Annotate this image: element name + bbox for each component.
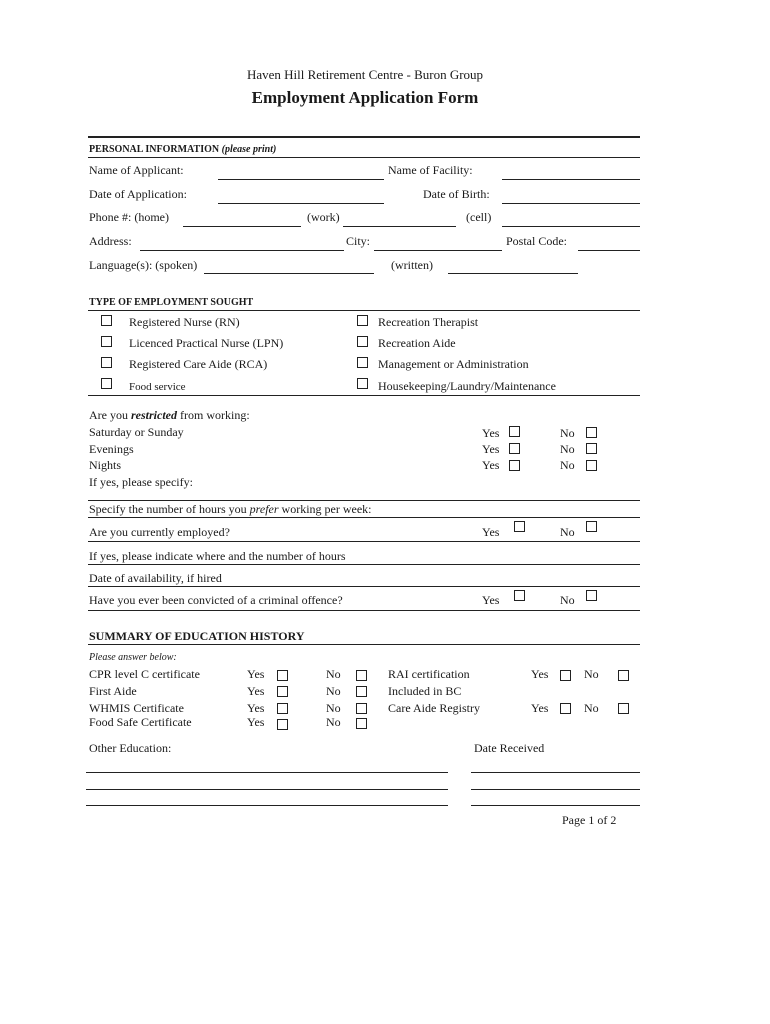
answer-below-note: Please answer below: [89,652,177,663]
other-education-field-3[interactable] [86,805,448,806]
yes-label: Yes [482,525,500,539]
bc-registry-label-line1: Included in BC [388,684,462,698]
cpr-yes-checkbox[interactable] [277,670,288,681]
application-date-field[interactable] [218,203,384,204]
form-title: Employment Application Form [251,88,479,107]
rca-checkbox[interactable] [101,357,112,368]
saturday-no-checkbox[interactable] [586,427,597,438]
availability-date-label: Date of availability, if hired [89,571,222,585]
section-divider [88,644,640,645]
restriction-specify-label: If yes, please specify: [89,475,193,489]
applicant-name-field[interactable] [218,179,384,180]
section-divider [88,541,640,542]
first-aide-label: First Aide [89,684,137,698]
housekeeping-checkbox[interactable] [357,378,368,389]
rn-checkbox[interactable] [101,315,112,326]
rca-label: Registered Care Aide (RCA) [129,357,268,371]
employed-no-checkbox[interactable] [586,521,597,532]
section-divider [88,157,640,158]
city-field[interactable] [374,250,502,251]
education-heading: SUMMARY OF EDUCATION HISTORY [89,629,305,643]
first-aide-no-checkbox[interactable] [356,686,367,697]
yes-label: Yes [247,701,265,715]
whmis-yes-checkbox[interactable] [277,703,288,714]
home-phone-label: Phone #: (home) [89,210,169,224]
rai-no-checkbox[interactable] [618,670,629,681]
cpr-no-checkbox[interactable] [356,670,367,681]
no-label: No [560,458,575,472]
criminal-offence-label: Have you ever been convicted of a criminal offence? [89,593,343,607]
management-checkbox[interactable] [357,357,368,368]
yes-label: Yes [482,458,500,472]
food-safe-no-checkbox[interactable] [356,718,367,729]
currently-employed-label: Are you currently employed? [89,525,230,539]
first-aide-yes-checkbox[interactable] [277,686,288,697]
lpn-label: Licenced Practical Nurse (LPN) [129,336,284,350]
date-received-field-2[interactable] [471,789,640,790]
nights-yes-checkbox[interactable] [509,460,520,471]
no-label: No [560,593,575,607]
work-phone-label: (work) [307,210,340,224]
recreation-aide-label: Recreation Aide [378,336,456,350]
facility-name-field[interactable] [502,179,640,180]
section-divider [88,395,640,396]
housekeeping-label: Housekeeping/Laundry/Maintenance [378,379,556,393]
food-service-checkbox[interactable] [101,378,112,389]
whmis-label: WHMIS Certificate [89,701,184,715]
lpn-checkbox[interactable] [101,336,112,347]
address-field[interactable] [140,250,344,251]
yes-label: Yes [482,426,500,440]
home-phone-field[interactable] [183,226,301,227]
facility-name-label: Name of Facility: [388,163,473,177]
no-label: No [326,701,341,715]
yes-label: Yes [247,667,265,681]
postal-code-label: Postal Code: [506,234,568,248]
section-divider [88,610,640,611]
rn-label: Registered Nurse (RN) [129,315,240,329]
yes-label: Yes [247,715,265,729]
section-divider [88,310,640,311]
employment-details-label: If yes, please indicate where and the number of hours [89,549,346,563]
recreation-therapist-checkbox[interactable] [357,315,368,326]
yes-label: Yes [531,667,549,681]
evenings-yes-checkbox[interactable] [509,443,520,454]
please-print-note: (please print) [221,144,277,155]
date-received-label: Date Received [474,741,545,755]
no-label: No [326,684,341,698]
spoken-language-label: Language(s): (spoken) [89,258,198,272]
spoken-language-field[interactable] [204,273,374,274]
section-divider [88,500,640,501]
personal-info-heading: PERSONAL INFORMATION (please print) [89,144,277,155]
evenings-label: Evenings [89,442,134,456]
applicant-name-label: Name of Applicant: [89,163,184,177]
whmis-no-checkbox[interactable] [356,703,367,714]
no-label: No [560,426,575,440]
yes-label: Yes [482,442,500,456]
preferred-hours-field[interactable] [88,517,640,518]
no-label: No [560,442,575,456]
no-label: No [560,525,575,539]
section-divider [88,136,640,138]
rai-certification-label: RAI certification [388,667,470,681]
cell-phone-field[interactable] [502,226,640,227]
recreation-aide-checkbox[interactable] [357,336,368,347]
written-language-label: (written) [391,258,433,272]
saturday-yes-checkbox[interactable] [509,426,520,437]
nights-label: Nights [89,458,122,472]
food-service-label: Food service [129,381,186,393]
cell-phone-label: (cell) [466,210,492,224]
postal-code-field[interactable] [578,250,640,251]
food-safe-label: Food Safe Certificate [89,715,192,729]
evenings-no-checkbox[interactable] [586,443,597,454]
birth-date-field[interactable] [502,203,640,204]
page-number: Page 1 of 2 [562,813,617,827]
availability-date-field[interactable] [88,586,640,587]
no-label: No [326,667,341,681]
other-education-field-2[interactable] [86,789,448,790]
other-education-field-1[interactable] [86,772,448,773]
bc-registry-label-line2: Care Aide Registry [388,701,480,715]
employed-yes-checkbox[interactable] [514,521,525,532]
food-safe-yes-checkbox[interactable] [277,719,288,730]
employment-details-field[interactable] [88,564,640,565]
no-label: No [584,701,599,715]
bc-registry-yes-checkbox[interactable] [560,703,571,714]
yes-label: Yes [531,701,549,715]
date-received-field-3[interactable] [471,805,640,806]
yes-label: Yes [482,593,500,607]
nights-no-checkbox[interactable] [586,460,597,471]
birth-date-label: Date of Birth: [423,187,490,201]
other-education-label: Other Education: [89,741,172,755]
management-label: Management or Administration [378,357,529,371]
bc-registry-no-checkbox[interactable] [618,703,629,714]
work-phone-field[interactable] [343,226,456,227]
convicted-yes-checkbox[interactable] [514,590,525,601]
yes-label: Yes [247,684,265,698]
rai-yes-checkbox[interactable] [560,670,571,681]
restricted-question: Are you restricted from working: [89,408,250,422]
employment-type-heading: TYPE OF EMPLOYMENT SOUGHT [89,297,254,308]
convicted-no-checkbox[interactable] [586,590,597,601]
recreation-therapist-label: Recreation Therapist [378,315,479,329]
date-received-field-1[interactable] [471,772,640,773]
cpr-label: CPR level C certificate [89,667,200,681]
written-language-field[interactable] [448,273,578,274]
organization-name: Haven Hill Retirement Centre - Buron Group [246,67,484,82]
no-label: No [584,667,599,681]
address-label: Address: [89,234,132,248]
preferred-hours-label: Specify the number of hours you prefer working per week: [89,502,372,516]
application-date-label: Date of Application: [89,187,187,201]
no-label: No [326,715,341,729]
city-label: City: [346,234,371,248]
saturday-sunday-label: Saturday or Sunday [89,425,184,439]
